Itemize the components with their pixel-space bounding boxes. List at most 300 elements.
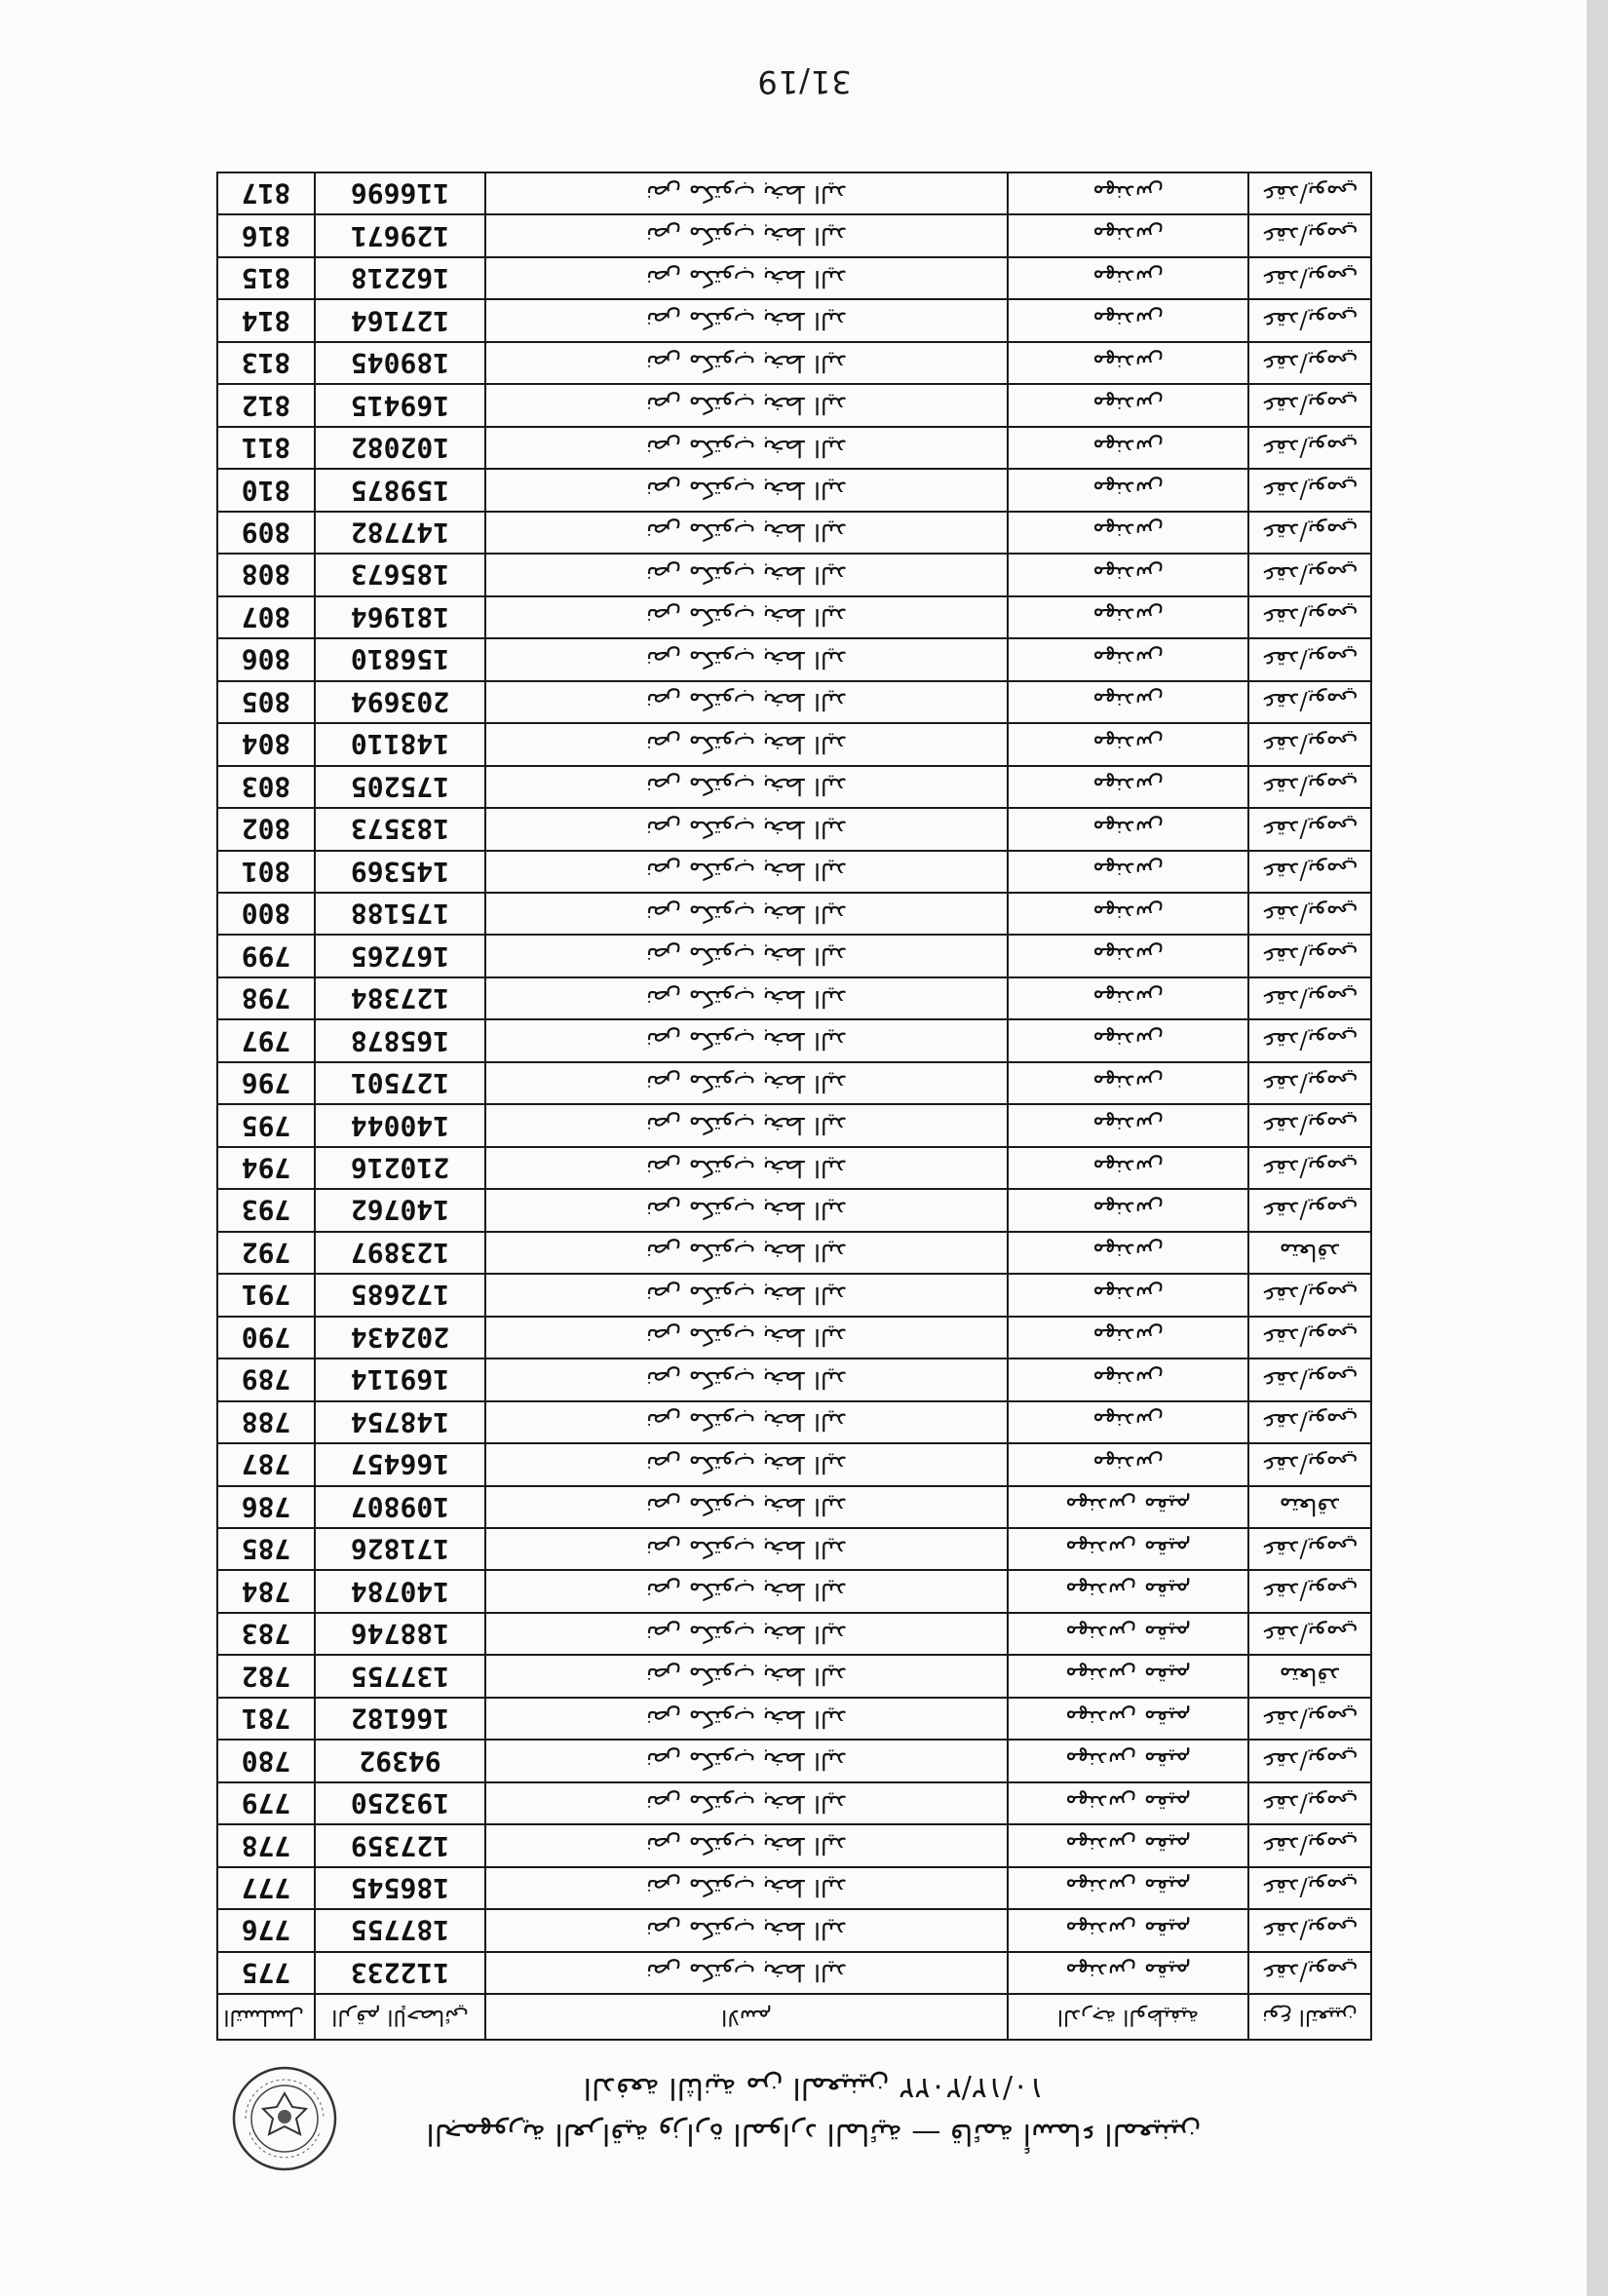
employee-number: 127164 [350, 304, 450, 337]
job-grade-cell [1008, 1698, 1248, 1740]
sequence-number: 814 [241, 304, 291, 337]
table-row [217, 1443, 1371, 1485]
employee-name: نص مكتوب بخط اليد [645, 1916, 848, 1944]
employee-number: 137755 [350, 1660, 450, 1693]
employee-name: نص مكتوب بخط اليد [645, 773, 848, 801]
sequence-number: 810 [241, 474, 291, 507]
sequence-number-cell [217, 1740, 315, 1781]
employee-number-cell [315, 554, 485, 595]
employee-name-cell [485, 257, 1008, 299]
job-grade: مهندس [1091, 434, 1165, 462]
job-grade: مهندس [1091, 477, 1165, 505]
appointment-type-cell [1248, 1698, 1371, 1740]
sequence-number: 813 [241, 347, 291, 380]
job-grade-cell [1008, 1232, 1248, 1274]
employee-name: نص مكتوب بخط اليد [645, 392, 848, 420]
employee-number-cell [315, 1443, 485, 1485]
footer-title: الجمهورية العراقية وزارة الموارد المائية — قائمة أسماء المعينين [426, 2117, 1202, 2151]
appointment-type-cell [1248, 681, 1371, 723]
employee-number-cell [315, 1909, 485, 1951]
employee-number-cell [315, 1952, 485, 1994]
appointment-type-cell [1248, 1867, 1371, 1909]
job-grade: مهندس [1091, 942, 1165, 971]
employee-name: نص مكتوب بخط اليد [645, 1578, 848, 1606]
employee-number-cell [315, 1358, 485, 1400]
appointment-type: عقد/يومي [1261, 1704, 1359, 1733]
employee-name-cell [485, 1570, 1008, 1612]
footer-caption: الدفعة الثانية من المعينين ١٠/١٢/٢٠٢٢ [583, 2071, 1045, 2105]
table-row [217, 1104, 1371, 1146]
appointment-type-cell [1248, 1824, 1371, 1866]
employee-name-cell [485, 1317, 1008, 1358]
appointment-type-cell [1248, 1740, 1371, 1781]
table-row [217, 977, 1371, 1019]
job-grade: مهندس [1091, 1069, 1165, 1097]
appointment-type-cell [1248, 427, 1371, 469]
sequence-number: 777 [241, 1871, 291, 1904]
employee-name-cell [485, 1358, 1008, 1400]
header-num-label: الرقم الإحصائي [331, 2005, 469, 2030]
appointment-type: عقد/يومي [1261, 1408, 1359, 1436]
sequence-number: 808 [241, 558, 291, 592]
sequence-number-cell [217, 1401, 315, 1443]
job-grade: مهندس [1091, 1154, 1165, 1182]
appointment-type: عقد/يومي [1261, 942, 1359, 971]
table-row [217, 1358, 1371, 1400]
sequence-number: 797 [241, 1024, 291, 1057]
employee-name-cell [485, 1104, 1008, 1146]
appointment-type: عقد/يومي [1261, 477, 1359, 505]
appointment-type: عقد/يومي [1261, 1832, 1359, 1860]
appointment-type-cell [1248, 766, 1371, 808]
appointment-type: عقد/يومي [1261, 858, 1359, 886]
employee-name: نص مكتوب بخط اليد [645, 1408, 848, 1436]
job-grade-cell [1008, 1189, 1248, 1231]
employee-number-cell [315, 808, 485, 850]
employee-name-cell [485, 1613, 1008, 1655]
sequence-number-cell [217, 1274, 315, 1316]
sequence-number: 782 [241, 1660, 291, 1693]
job-grade-cell [1008, 723, 1248, 765]
employee-number: 171826 [350, 1533, 450, 1566]
job-grade-cell [1008, 681, 1248, 723]
employee-name: نص مكتوب بخط اليد [645, 603, 848, 631]
employee-name: نص مكتوب بخط اليد [645, 1323, 848, 1352]
employee-number: 210216 [350, 1152, 450, 1185]
employee-number: 186545 [350, 1871, 450, 1904]
employee-name: نص مكتوب بخط اليد [645, 477, 848, 505]
appointment-type: متعاقد [1279, 1239, 1341, 1267]
sequence-number: 816 [241, 219, 291, 252]
job-grade: مهندس [1091, 179, 1165, 208]
appointment-type-cell [1248, 1570, 1371, 1612]
sequence-number-cell [217, 596, 315, 638]
appointment-type: عقد/يومي [1261, 1027, 1359, 1055]
sequence-number-cell [217, 1189, 315, 1231]
employee-name: نص مكتوب بخط اليد [645, 899, 848, 928]
job-grade-cell [1008, 851, 1248, 893]
employee-number-cell [315, 1317, 485, 1358]
sequence-number: 789 [241, 1363, 291, 1397]
employee-name-cell [485, 1443, 1008, 1485]
employee-number: 127359 [350, 1829, 450, 1862]
employee-name-cell [485, 1867, 1008, 1909]
sequence-number: 775 [241, 1956, 291, 1989]
employee-number-cell [315, 384, 485, 426]
employee-number-cell [315, 1147, 485, 1189]
employee-number: 166457 [350, 1448, 450, 1481]
employee-name: نص مكتوب بخط اليد [645, 815, 848, 843]
job-grade: مهندس [1091, 815, 1165, 843]
employee-number-cell [315, 427, 485, 469]
job-grade-cell [1008, 1486, 1248, 1528]
appointment-type: عقد/يومي [1261, 815, 1359, 843]
table-row [217, 1486, 1371, 1528]
sequence-number-cell [217, 1443, 315, 1485]
employee-name-cell [485, 1189, 1008, 1231]
employee-number: 169114 [350, 1363, 450, 1397]
employee-name-cell [485, 766, 1008, 808]
job-grade-cell [1008, 257, 1248, 299]
table-row [217, 299, 1371, 341]
appointment-type-cell [1248, 1613, 1371, 1655]
sequence-number: 784 [241, 1575, 291, 1608]
employee-number-cell [315, 596, 485, 638]
appointment-type-cell [1248, 512, 1371, 554]
appointment-type: عقد/يومي [1261, 1789, 1359, 1818]
table-row [217, 1528, 1371, 1570]
job-grade-cell [1008, 596, 1248, 638]
employee-name-cell [485, 1782, 1008, 1824]
table-row [217, 1740, 1371, 1781]
employee-number-cell [315, 766, 485, 808]
employee-name: نص مكتوب بخط اليد [645, 1493, 848, 1521]
sequence-number: 796 [241, 1067, 291, 1100]
appointment-type-cell [1248, 1655, 1371, 1697]
sequence-number-cell [217, 1019, 315, 1061]
appointment-type-cell [1248, 1528, 1371, 1570]
sequence-number: 794 [241, 1152, 291, 1185]
employee-name-cell [485, 1698, 1008, 1740]
appointment-type: عقد/يومي [1261, 1747, 1359, 1776]
employee-name: نص مكتوب بخط اليد [645, 1535, 848, 1563]
employee-number-cell [315, 1824, 485, 1866]
appointment-type: عقد/يومي [1261, 1578, 1359, 1606]
sequence-number-cell [217, 299, 315, 341]
employee-number: 202434 [350, 1320, 450, 1354]
table-row [217, 1613, 1371, 1655]
table-row [217, 1909, 1371, 1951]
job-grade-cell [1008, 1104, 1248, 1146]
table-row [217, 1952, 1371, 1994]
table-row [217, 1782, 1371, 1824]
sequence-number: 795 [241, 1109, 291, 1142]
job-grade: مهندس [1091, 518, 1165, 547]
employee-number: 127384 [350, 982, 450, 1015]
sequence-number-cell [217, 1104, 315, 1146]
employee-number: 175205 [350, 770, 450, 803]
appointment-type: عقد/يومي [1261, 1874, 1359, 1902]
job-grade-cell [1008, 1824, 1248, 1866]
employee-number: 148754 [350, 1405, 450, 1438]
employee-number-cell [315, 469, 485, 511]
table-row [217, 1317, 1371, 1358]
employee-name: نص مكتوب بخط اليد [645, 1620, 848, 1648]
appointment-type: عقد/يومي [1261, 688, 1359, 716]
table-row [217, 257, 1371, 299]
appointment-type-cell [1248, 1147, 1371, 1189]
job-grade-cell [1008, 1740, 1248, 1781]
appointment-type: متعاقد [1279, 1493, 1341, 1521]
employee-number-cell [315, 1189, 485, 1231]
sequence-number-cell [217, 1952, 315, 1994]
job-grade: مهندس [1091, 899, 1165, 928]
sequence-number-cell [217, 1655, 315, 1697]
sequence-number-cell [217, 638, 315, 680]
employee-number: 162218 [350, 262, 450, 295]
job-grade-cell [1008, 1528, 1248, 1570]
appointment-type-cell [1248, 893, 1371, 935]
employee-name-cell [485, 1740, 1008, 1781]
employee-number: 169415 [350, 389, 450, 422]
employee-number-cell [315, 512, 485, 554]
job-grade: مهندس [1091, 645, 1165, 673]
employee-name: نص مكتوب بخط اليد [645, 1239, 848, 1267]
table-row [217, 596, 1371, 638]
employee-name: نص مكتوب بخط اليد [645, 1154, 848, 1182]
sequence-number-cell [217, 1824, 315, 1866]
appointment-type: عقد/يومي [1261, 518, 1359, 547]
employee-number-cell [315, 893, 485, 935]
employee-name: نص مكتوب بخط اليد [645, 349, 848, 377]
appointment-type: عقد/يومي [1261, 899, 1359, 928]
employee-number: 94392 [359, 1744, 441, 1778]
employee-number: 181964 [350, 600, 450, 633]
employee-number: 102082 [350, 432, 450, 465]
appointment-type: عقد/يومي [1261, 1323, 1359, 1352]
employee-number-cell [315, 1019, 485, 1061]
employee-name: نص مكتوب بخط اليد [645, 1281, 848, 1309]
employee-number: 188746 [350, 1618, 450, 1651]
employee-name: نص مكتوب بخط اليد [645, 1874, 848, 1902]
job-grade: مهندس مقيم [1065, 1493, 1191, 1521]
job-grade-cell [1008, 554, 1248, 595]
sequence-number-cell [217, 1528, 315, 1570]
table-row [217, 1147, 1371, 1189]
employee-name: نص مكتوب بخط اليد [645, 645, 848, 673]
appointment-type: عقد/يومي [1261, 349, 1359, 377]
header-type-label: نوع التعيين [1262, 2005, 1358, 2030]
job-grade: مهندس [1091, 1408, 1165, 1436]
appointment-type-cell [1248, 1401, 1371, 1443]
sequence-number-cell [217, 384, 315, 426]
header-seq [217, 1994, 315, 2040]
sequence-number-cell [217, 257, 315, 299]
employee-number: 183573 [350, 813, 450, 846]
job-grade-cell [1008, 1147, 1248, 1189]
job-grade: مهندس [1091, 984, 1165, 1013]
sequence-number-cell [217, 1486, 315, 1528]
header-seq-label: التسلسل [223, 2005, 304, 2030]
appointment-type-cell [1248, 172, 1371, 214]
table-row [217, 1698, 1371, 1740]
sequence-number-cell [217, 1782, 315, 1824]
employee-name-cell [485, 1019, 1008, 1061]
sequence-number: 815 [241, 262, 291, 295]
job-grade: مهندس [1091, 349, 1165, 377]
employee-number: 147782 [350, 516, 450, 549]
appointment-type-cell [1248, 1358, 1371, 1400]
employee-name-cell [485, 172, 1008, 214]
employee-name: نص مكتوب بخط اليد [645, 984, 848, 1013]
sequence-number-cell [217, 172, 315, 214]
appointment-type: عقد/يومي [1261, 603, 1359, 631]
employee-number-cell [315, 681, 485, 723]
employee-name: نص مكتوب بخط اليد [645, 688, 848, 716]
employee-number-cell [315, 1613, 485, 1655]
table-row [217, 1189, 1371, 1231]
sequence-number-cell [217, 935, 315, 976]
job-grade-cell [1008, 1570, 1248, 1612]
appointment-type-cell [1248, 1189, 1371, 1231]
job-grade: مهندس مقيم [1065, 1620, 1191, 1648]
employee-name-cell [485, 893, 1008, 935]
sequence-number: 805 [241, 685, 291, 718]
sequence-number-cell [217, 427, 315, 469]
job-grade-cell [1008, 1443, 1248, 1485]
employee-name: نص مكتوب بخط اليد [645, 1747, 848, 1776]
table-row [217, 638, 1371, 680]
appointment-type-cell [1248, 1952, 1371, 1994]
appointment-type-cell [1248, 1317, 1371, 1358]
appointment-type-cell [1248, 935, 1371, 976]
employee-name: نص مكتوب بخط اليد [645, 1789, 848, 1818]
sequence-number: 802 [241, 813, 291, 846]
employee-name-cell [485, 214, 1008, 256]
job-grade-cell [1008, 342, 1248, 384]
table-row [217, 427, 1371, 469]
sequence-number-cell [217, 469, 315, 511]
sequence-number: 779 [241, 1787, 291, 1820]
employee-number: 109807 [350, 1490, 450, 1523]
employee-name-cell [485, 1655, 1008, 1697]
employee-name: نص مكتوب بخط اليد [645, 730, 848, 758]
sequence-number: 809 [241, 516, 291, 549]
appointment-type: عقد/يومي [1261, 1365, 1359, 1394]
employee-name: نص مكتوب بخط اليد [645, 1704, 848, 1733]
employee-number-cell [315, 1570, 485, 1612]
job-grade-cell [1008, 1952, 1248, 1994]
job-grade-cell [1008, 1062, 1248, 1104]
employee-name-cell [485, 1952, 1008, 1994]
employee-name-cell [485, 681, 1008, 723]
employee-number-cell [315, 342, 485, 384]
sequence-number: 788 [241, 1405, 291, 1438]
sequence-number: 791 [241, 1279, 291, 1312]
job-grade-cell [1008, 766, 1248, 808]
appointment-type-cell [1248, 723, 1371, 765]
employee-number: 127501 [350, 1067, 450, 1100]
job-grade-cell [1008, 214, 1248, 256]
employee-number-cell [315, 1486, 485, 1528]
table-row [217, 1570, 1371, 1612]
job-grade: مهندس مقيم [1065, 1959, 1191, 1987]
job-grade-cell [1008, 977, 1248, 1019]
table-row [217, 1274, 1371, 1316]
employee-name: نص مكتوب بخط اليد [645, 179, 848, 208]
table-row [217, 554, 1371, 595]
appointment-type: عقد/يومي [1261, 1196, 1359, 1224]
job-grade: مهندس [1091, 603, 1165, 631]
appointment-type: عقد/يومي [1261, 1450, 1359, 1478]
employee-number: 185673 [350, 558, 450, 592]
appointment-type-cell [1248, 1443, 1371, 1485]
employee-number: 189045 [350, 347, 450, 380]
header-name [485, 1994, 1008, 2040]
sequence-number: 812 [241, 389, 291, 422]
employee-number-cell [315, 1401, 485, 1443]
employee-number: 145369 [350, 855, 450, 888]
employee-number: 159875 [350, 474, 450, 507]
job-grade: مهندس [1091, 1365, 1165, 1394]
job-grade: مهندس [1091, 688, 1165, 716]
employee-number-cell [315, 1655, 485, 1697]
sequence-number-cell [217, 1867, 315, 1909]
employee-number-cell [315, 1274, 485, 1316]
appointment-type: عقد/يومي [1261, 1535, 1359, 1563]
table-row [217, 469, 1371, 511]
appointment-type: عقد/يومي [1261, 179, 1359, 208]
employee-number: 187755 [350, 1914, 450, 1947]
employee-number: 175188 [350, 898, 450, 931]
employee-number: 129671 [350, 219, 450, 252]
sequence-number-cell [217, 766, 315, 808]
employee-name: نص مكتوب بخط اليد [645, 1365, 848, 1394]
job-grade: مهندس مقيم [1065, 1535, 1191, 1563]
sequence-number-cell [217, 1909, 315, 1951]
appointment-type: عقد/يومي [1261, 1069, 1359, 1097]
job-grade-cell [1008, 1655, 1248, 1697]
sequence-number-cell [217, 808, 315, 850]
employee-number-cell [315, 1528, 485, 1570]
sequence-number-cell [217, 1358, 315, 1400]
appointment-type: عقد/يومي [1261, 434, 1359, 462]
appointment-type: عقد/يومي [1261, 222, 1359, 250]
table-row [217, 893, 1371, 935]
employee-name: نص مكتوب بخط اليد [645, 1112, 848, 1140]
employee-name-cell [485, 299, 1008, 341]
sequence-number: 778 [241, 1829, 291, 1862]
employee-number-cell [315, 1232, 485, 1274]
job-grade-cell [1008, 1613, 1248, 1655]
employee-name-cell [485, 554, 1008, 595]
sequence-number-cell [217, 1232, 315, 1274]
job-grade: مهندس [1091, 1281, 1165, 1309]
employee-name: نص مكتوب بخط اليد [645, 858, 848, 886]
sequence-number-cell [217, 1317, 315, 1358]
appointment-type-cell [1248, 1062, 1371, 1104]
table-row [217, 1019, 1371, 1061]
appointment-type: عقد/يومي [1261, 730, 1359, 758]
job-grade-cell [1008, 299, 1248, 341]
sequence-number-cell [217, 893, 315, 935]
sequence-number-cell [217, 512, 315, 554]
employee-number-cell [315, 1104, 485, 1146]
employee-number: 140784 [350, 1575, 450, 1608]
employee-name-cell [485, 935, 1008, 976]
job-grade-cell [1008, 1274, 1248, 1316]
appointment-type-cell [1248, 1274, 1371, 1316]
